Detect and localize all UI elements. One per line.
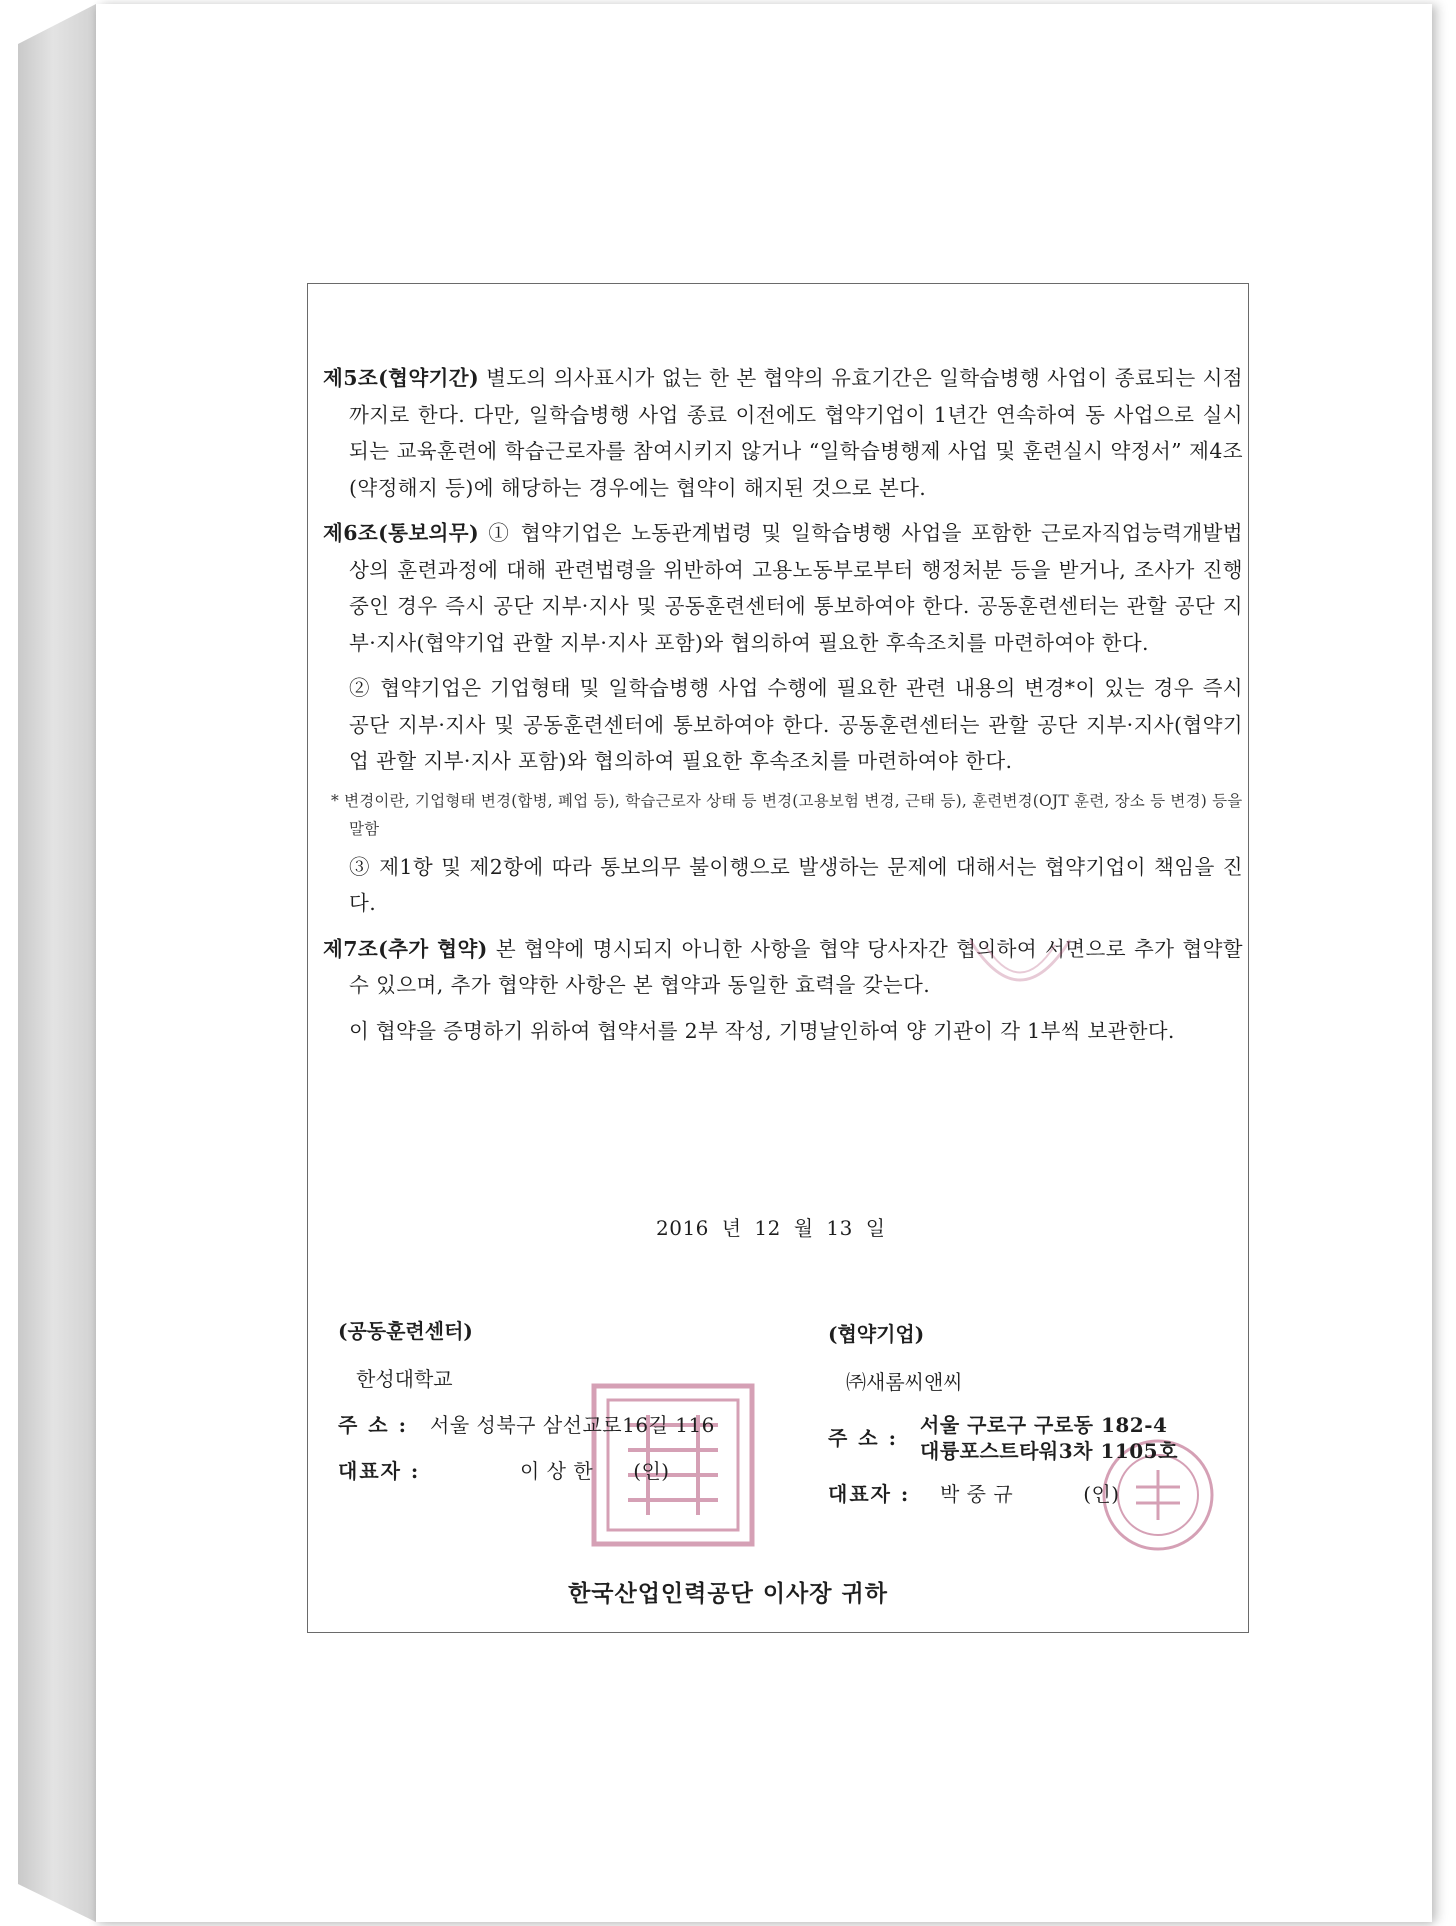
- faint-seal-icon: [965, 930, 1075, 1010]
- agreement-body: [323, 360, 1243, 1049]
- article-7-label: 제7조(추가 협약): [323, 936, 488, 961]
- article-5: [323, 360, 1243, 506]
- party-right-rep-label: 대표자 :: [828, 1482, 911, 1506]
- party-left-rep-label: 대표자 :: [338, 1459, 421, 1483]
- article-6-text: ① 협약기업은 노동관계법령 및 일학습병행 사업을 포함한 근로자직업능력개발법 상의 훈련과정에 대해 관련법령을 위반하여 고용노동부로부터 행정처분 등을 받거나, 조사가 진행 중인 경우 즉시 공단 지부·지사 및 공동훈련센터에 통보하여야 한다. 공동훈련센터는 관할 공단 지부·지사(협약기업 관할 지부·지사 포함)와 협의하여 필요한 후속조치를 마련하여야 한다.: [349, 521, 1243, 655]
- party-right-address: [920, 1412, 1178, 1464]
- party-left-address-row: [338, 1409, 808, 1441]
- party-left-rep-name: 이 상 한: [520, 1459, 594, 1483]
- party-right-rep-name: 박 중 규: [940, 1482, 1014, 1506]
- party-right-section: (협약기업): [828, 1322, 925, 1346]
- article-5-text: 별도의 의사표시가 없는 한 본 협약의 유효기간은 일학습병행 사업이 종료되는 시점까지로 한다. 다만, 일학습병행 사업 종료 이전에도 협약기업이 1년간 연속하여 동 사업으로 실시되는 교육훈련에 학습근로자를 참여시키지 않거나 “일학습병행제 사업 및 훈련실시 약정서” 제4조(약정해지 등)에 해당하는 경우에는 협약이 해지된 것으로 본다.: [349, 366, 1243, 500]
- article-6-item-3: ③ 제1항 및 제2항에 따라 통보의무 불이행으로 발생하는 문제에 대해서는 협약기업이 책임을 진다.: [349, 854, 1243, 915]
- party-left-name: 한성대학교: [356, 1367, 453, 1391]
- article-6-footnote: * 변경이란, 기업형태 변경(합병, 폐업 등), 학습근로자 상태 등 변경(고용보험 변경, 근태 등), 훈련변경(OJT 훈련, 장소 등 변경) 등을 말함: [331, 791, 1243, 838]
- party-left-address-label: 주 소 :: [338, 1413, 408, 1437]
- party-right-name: ㈜새롬씨앤씨: [846, 1370, 963, 1394]
- party-left: [338, 1315, 808, 1501]
- party-right-address-label: 주 소 :: [828, 1426, 898, 1450]
- party-left-section: (공동훈련센터): [338, 1319, 473, 1343]
- party-right-address-line1: 서울 구로구 구로동 182-4: [920, 1413, 1168, 1437]
- article-7-text: 본 협약에 명시되지 아니한 사항을 협약 당사자간 협의하여 서면으로 추가 협약할 수 있으며, 추가 협약한 사항은 본 협약과 동일한 효력을 갖는다.: [349, 936, 1244, 997]
- party-left-seal: (인): [633, 1459, 670, 1483]
- article-7: [323, 931, 1243, 1004]
- party-right: [828, 1318, 1248, 1524]
- article-6-item-2: ② 협약기업은 기업형태 및 일학습병행 사업 수행에 필요한 관련 내용의 변경*이 있는 경우 즉시 공단 지부·지사 및 공동훈련센터에 통보하여야 한다. 공동훈련센터는 관할 공단 지부·지사(협약기업 관할 지부·지사 포함)와 협의하여 필요한 후속조치를 마련하여야 한다.: [349, 676, 1243, 773]
- article-5-label: 제5조(협약기간): [323, 366, 480, 390]
- page-spine: [18, 4, 96, 1922]
- party-right-address-line2: 대륭포스트타워3차 1105호: [920, 1439, 1178, 1463]
- article-6: [323, 515, 1243, 661]
- party-left-address: 서울 성북구 삼선교로16길 116: [430, 1413, 715, 1437]
- party-right-seal: (인): [1083, 1482, 1120, 1506]
- party-left-rep-row: [338, 1455, 808, 1487]
- agreement-date: 2016 년 12 월 13 일: [656, 1216, 886, 1240]
- addressee: 한국산업인력공단 이사장 귀하: [568, 1580, 888, 1607]
- closing-statement: 이 협약을 증명하기 위하여 협약서를 2부 작성, 기명날인하여 양 기관이 각 1부씩 보관한다.: [349, 1018, 1175, 1043]
- party-right-address-row: [828, 1412, 1248, 1464]
- article-6-label: 제6조(통보의무): [323, 521, 480, 545]
- party-right-rep-row: [828, 1478, 1248, 1510]
